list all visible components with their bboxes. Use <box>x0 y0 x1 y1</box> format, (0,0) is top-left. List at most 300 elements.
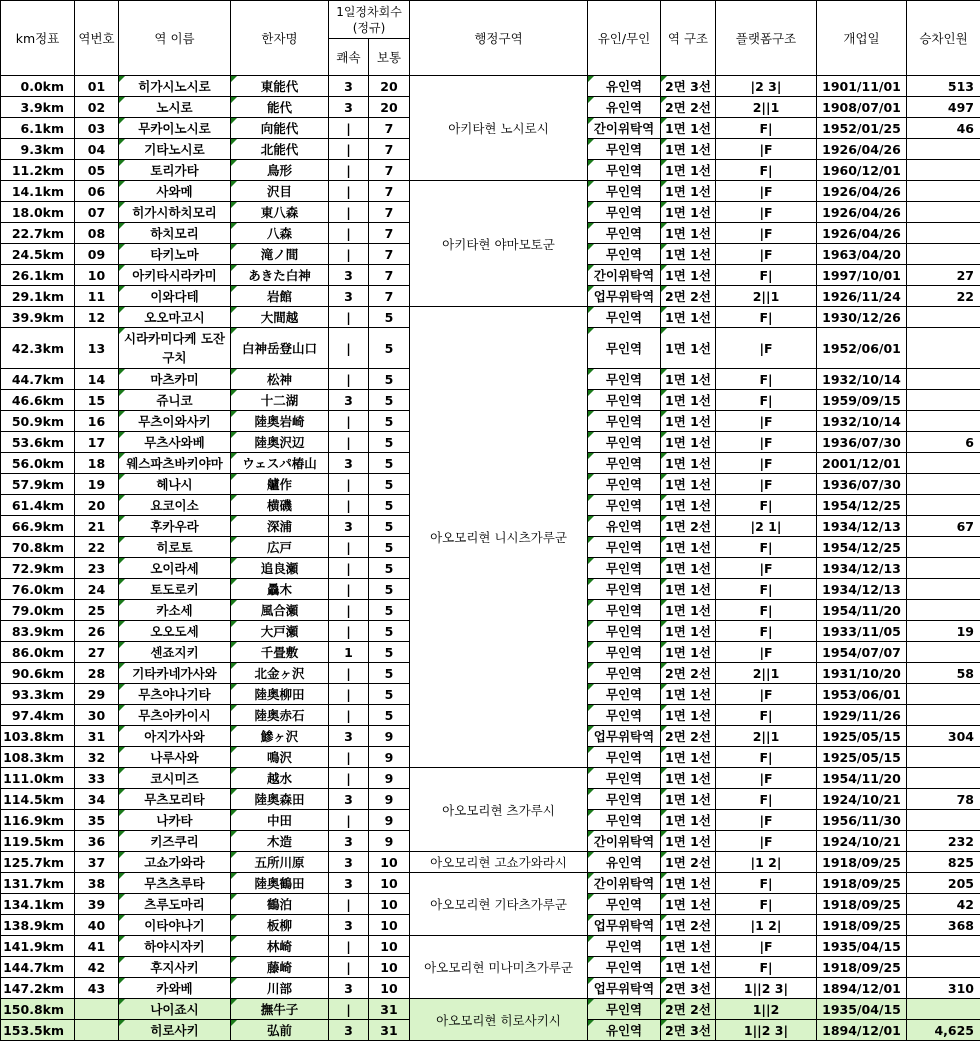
passengers-cell <box>907 139 980 160</box>
km-cell: 153.5km <box>1 1020 75 1041</box>
region-cell: 아키타현 노시로시 <box>410 76 588 181</box>
station-number-cell: 16 <box>75 411 119 432</box>
staffed-cell: 무인역 <box>588 223 661 244</box>
normal-stops-cell: 9 <box>369 831 410 852</box>
rapid-stops-cell: 3 <box>329 873 369 894</box>
station-number-cell: 31 <box>75 726 119 747</box>
staffed-cell: 무인역 <box>588 789 661 810</box>
station-number-cell: 35 <box>75 810 119 831</box>
kanji-name-cell: 松神 <box>231 369 329 390</box>
rapid-stops-cell: | <box>329 705 369 726</box>
normal-stops-cell: 9 <box>369 747 410 768</box>
station-name-cell: 카소세 <box>119 600 231 621</box>
structure-cell: 2면 2선 <box>661 999 716 1020</box>
opened-date-cell: 1935/04/15 <box>817 936 907 957</box>
structure-cell: 1면 2선 <box>661 915 716 936</box>
station-number-cell: 08 <box>75 223 119 244</box>
opened-date-cell: 1956/11/30 <box>817 810 907 831</box>
station-number-cell: 02 <box>75 97 119 118</box>
structure-cell: 1면 1선 <box>661 600 716 621</box>
staffed-cell: 무인역 <box>588 663 661 684</box>
passengers-cell <box>907 957 980 978</box>
header-passengers: 승차인원 <box>907 1 980 76</box>
station-name-cell: 무츠이와사키 <box>119 411 231 432</box>
station-number-cell: 14 <box>75 369 119 390</box>
structure-cell: 1면 1선 <box>661 432 716 453</box>
opened-date-cell: 1954/07/07 <box>817 642 907 663</box>
structure-cell: 1면 1선 <box>661 537 716 558</box>
normal-stops-cell: 5 <box>369 537 410 558</box>
staffed-cell: 유인역 <box>588 852 661 873</box>
rapid-stops-cell: | <box>329 369 369 390</box>
normal-stops-cell: 5 <box>369 474 410 495</box>
kanji-name-cell: 五所川原 <box>231 852 329 873</box>
table-row <box>1 181 980 202</box>
staffed-cell: 무인역 <box>588 244 661 265</box>
platform-cell: F| <box>716 873 817 894</box>
station-name-cell: 오오도세 <box>119 621 231 642</box>
opened-date-cell: 1918/09/25 <box>817 915 907 936</box>
opened-date-cell: 1936/07/30 <box>817 432 907 453</box>
normal-stops-cell: 5 <box>369 684 410 705</box>
opened-date-cell: 1926/04/26 <box>817 223 907 244</box>
region-cell: 아오모리현 고쇼가와라시 <box>410 852 588 873</box>
km-cell: 0.0km <box>1 76 75 97</box>
platform-cell: |2 1| <box>716 516 817 537</box>
region-cell: 아오모리현 츠가루시 <box>410 768 588 852</box>
rapid-stops-cell: 3 <box>329 453 369 474</box>
platform-cell: F| <box>716 495 817 516</box>
station-number-cell: 32 <box>75 747 119 768</box>
staffed-cell: 무인역 <box>588 747 661 768</box>
rapid-stops-cell: 3 <box>329 831 369 852</box>
staffed-cell: 무인역 <box>588 160 661 181</box>
staffed-cell: 무인역 <box>588 411 661 432</box>
station-number-cell: 06 <box>75 181 119 202</box>
station-number-cell: 29 <box>75 684 119 705</box>
passengers-cell <box>907 307 980 328</box>
station-name-cell: 하야시자키 <box>119 936 231 957</box>
passengers-cell <box>907 474 980 495</box>
structure-cell: 1면 1선 <box>661 495 716 516</box>
structure-cell: 2면 2선 <box>661 726 716 747</box>
station-number-cell: 30 <box>75 705 119 726</box>
opened-date-cell: 1959/09/15 <box>817 390 907 411</box>
table-row <box>1 936 980 957</box>
km-cell: 53.6km <box>1 432 75 453</box>
km-cell: 26.1km <box>1 265 75 286</box>
passengers-cell: 513 <box>907 76 980 97</box>
passengers-cell: 497 <box>907 97 980 118</box>
kanji-name-cell: 撫牛子 <box>231 999 329 1020</box>
station-number-cell: 04 <box>75 139 119 160</box>
rapid-stops-cell: 3 <box>329 915 369 936</box>
normal-stops-cell: 10 <box>369 894 410 915</box>
station-name-cell: 나이죠시 <box>119 999 231 1020</box>
normal-stops-cell: 5 <box>369 579 410 600</box>
passengers-cell <box>907 160 980 181</box>
station-name-cell: 무츠야나기타 <box>119 684 231 705</box>
kanji-name-cell: 追良瀬 <box>231 558 329 579</box>
opened-date-cell: 1908/07/01 <box>817 97 907 118</box>
passengers-cell <box>907 747 980 768</box>
station-number-cell <box>75 1020 119 1041</box>
rapid-stops-cell: 3 <box>329 852 369 873</box>
passengers-cell <box>907 936 980 957</box>
platform-cell: |F <box>716 684 817 705</box>
passengers-cell <box>907 202 980 223</box>
opened-date-cell: 1926/04/26 <box>817 202 907 223</box>
platform-cell: |F <box>716 223 817 244</box>
platform-cell: |F <box>716 936 817 957</box>
km-cell: 61.4km <box>1 495 75 516</box>
rapid-stops-cell: | <box>329 537 369 558</box>
structure-cell: 1면 1선 <box>661 684 716 705</box>
platform-cell: F| <box>716 369 817 390</box>
opened-date-cell: 1935/04/15 <box>817 999 907 1020</box>
structure-cell: 1면 1선 <box>661 957 716 978</box>
opened-date-cell: 1954/11/20 <box>817 768 907 789</box>
station-number-cell: 19 <box>75 474 119 495</box>
passengers-cell <box>907 537 980 558</box>
staffed-cell: 업무위탁역 <box>588 978 661 999</box>
kanji-name-cell: 大間越 <box>231 307 329 328</box>
staffed-cell: 무인역 <box>588 999 661 1020</box>
staffed-cell: 무인역 <box>588 684 661 705</box>
structure-cell: 2면 2선 <box>661 97 716 118</box>
passengers-cell: 304 <box>907 726 980 747</box>
opened-date-cell: 1926/11/24 <box>817 286 907 307</box>
platform-cell: |1 2| <box>716 915 817 936</box>
header-normal: 보통 <box>369 39 410 76</box>
structure-cell: 1면 2선 <box>661 852 716 873</box>
staffed-cell: 무인역 <box>588 495 661 516</box>
staffed-cell: 무인역 <box>588 181 661 202</box>
opened-date-cell: 1963/04/20 <box>817 244 907 265</box>
station-name-cell: 헤나시 <box>119 474 231 495</box>
opened-date-cell: 1934/12/13 <box>817 558 907 579</box>
structure-cell: 1면 1선 <box>661 328 716 369</box>
opened-date-cell: 1954/12/25 <box>817 495 907 516</box>
passengers-cell <box>907 223 980 244</box>
table-body <box>1 76 980 1041</box>
rapid-stops-cell: | <box>329 999 369 1020</box>
station-name-cell: 후카우라 <box>119 516 231 537</box>
staffed-cell: 무인역 <box>588 369 661 390</box>
station-name-cell: 코시미즈 <box>119 768 231 789</box>
platform-cell: 2||1 <box>716 663 817 684</box>
kanji-name-cell: 陸奥鶴田 <box>231 873 329 894</box>
normal-stops-cell: 7 <box>369 139 410 160</box>
platform-cell: F| <box>716 789 817 810</box>
staffed-cell: 무인역 <box>588 810 661 831</box>
platform-cell: |F <box>716 810 817 831</box>
platform-cell: 1||2 <box>716 999 817 1020</box>
kanji-name-cell: 板柳 <box>231 915 329 936</box>
kanji-name-cell: 八森 <box>231 223 329 244</box>
opened-date-cell: 1953/06/01 <box>817 684 907 705</box>
rapid-stops-cell: | <box>329 936 369 957</box>
normal-stops-cell: 5 <box>369 390 410 411</box>
structure-cell: 1면 1선 <box>661 789 716 810</box>
kanji-name-cell: 風合瀬 <box>231 600 329 621</box>
normal-stops-cell: 5 <box>369 453 410 474</box>
structure-cell: 1면 1선 <box>661 768 716 789</box>
platform-cell: |F <box>716 642 817 663</box>
platform-cell: |F <box>716 453 817 474</box>
normal-stops-cell: 7 <box>369 244 410 265</box>
structure-cell: 1면 1선 <box>661 894 716 915</box>
km-cell: 50.9km <box>1 411 75 432</box>
staffed-cell: 무인역 <box>588 558 661 579</box>
table-row <box>1 768 980 789</box>
station-name-cell: 히로사키 <box>119 1020 231 1041</box>
km-cell: 131.7km <box>1 873 75 894</box>
staffed-cell: 간이위탁역 <box>588 265 661 286</box>
station-name-cell: 후지사키 <box>119 957 231 978</box>
header-platform: 플랫폼구조 <box>716 1 817 76</box>
station-number-cell: 43 <box>75 978 119 999</box>
structure-cell: 1면 1선 <box>661 936 716 957</box>
normal-stops-cell: 7 <box>369 181 410 202</box>
staffed-cell: 무인역 <box>588 600 661 621</box>
staffed-cell: 간이위탁역 <box>588 873 661 894</box>
structure-cell: 1면 1선 <box>661 307 716 328</box>
station-number-cell: 28 <box>75 663 119 684</box>
platform-cell: |F <box>716 558 817 579</box>
staffed-cell: 무인역 <box>588 307 661 328</box>
opened-date-cell: 1952/01/25 <box>817 118 907 139</box>
staffed-cell: 무인역 <box>588 957 661 978</box>
normal-stops-cell: 5 <box>369 558 410 579</box>
station-name-cell: 마츠카미 <box>119 369 231 390</box>
rapid-stops-cell: | <box>329 118 369 139</box>
kanji-name-cell: 鳴沢 <box>231 747 329 768</box>
rapid-stops-cell: | <box>329 600 369 621</box>
station-name-cell: 아키타시라카미 <box>119 265 231 286</box>
staffed-cell: 업무위탁역 <box>588 286 661 307</box>
staffed-cell: 무인역 <box>588 642 661 663</box>
kanji-name-cell: 広戸 <box>231 537 329 558</box>
platform-cell: |F <box>716 432 817 453</box>
platform-cell: |F <box>716 768 817 789</box>
station-number-cell: 11 <box>75 286 119 307</box>
kanji-name-cell: 向能代 <box>231 118 329 139</box>
normal-stops-cell: 9 <box>369 810 410 831</box>
structure-cell: 1면 1선 <box>661 831 716 852</box>
station-name-cell: 이와다테 <box>119 286 231 307</box>
header-station-name: 역 이름 <box>119 1 231 76</box>
kanji-name-cell: 鳥形 <box>231 160 329 181</box>
station-name-cell: 무츠사와베 <box>119 432 231 453</box>
platform-cell: F| <box>716 160 817 181</box>
station-name-cell: 사와메 <box>119 181 231 202</box>
structure-cell: 1면 1선 <box>661 244 716 265</box>
opened-date-cell: 1931/10/20 <box>817 663 907 684</box>
km-cell: 3.9km <box>1 97 75 118</box>
rapid-stops-cell: | <box>329 810 369 831</box>
rapid-stops-cell: 3 <box>329 265 369 286</box>
platform-cell: F| <box>716 537 817 558</box>
passengers-cell: 825 <box>907 852 980 873</box>
kanji-name-cell: 藤崎 <box>231 957 329 978</box>
station-number-cell: 01 <box>75 76 119 97</box>
opened-date-cell: 2001/12/01 <box>817 453 907 474</box>
station-name-cell: 노시로 <box>119 97 231 118</box>
km-cell: 57.9km <box>1 474 75 495</box>
staffed-cell: 무인역 <box>588 474 661 495</box>
header-daily-stops: 1일정차회수 (정규) <box>329 1 410 39</box>
passengers-cell: 6 <box>907 432 980 453</box>
km-cell: 14.1km <box>1 181 75 202</box>
staffed-cell: 무인역 <box>588 621 661 642</box>
km-cell: 86.0km <box>1 642 75 663</box>
km-cell: 144.7km <box>1 957 75 978</box>
station-name-cell: 하치모리 <box>119 223 231 244</box>
opened-date-cell: 1934/12/13 <box>817 579 907 600</box>
station-name-cell: 츠루도마리 <box>119 894 231 915</box>
kanji-name-cell: 鰺ヶ沢 <box>231 726 329 747</box>
opened-date-cell: 1952/06/01 <box>817 328 907 369</box>
opened-date-cell: 1901/11/01 <box>817 76 907 97</box>
km-cell: 44.7km <box>1 369 75 390</box>
station-name-cell: 히가시하치모리 <box>119 202 231 223</box>
structure-cell: 1면 1선 <box>661 411 716 432</box>
rapid-stops-cell: 1 <box>329 642 369 663</box>
normal-stops-cell: 7 <box>369 286 410 307</box>
kanji-name-cell: 東八森 <box>231 202 329 223</box>
rapid-stops-cell: | <box>329 328 369 369</box>
station-number-cell: 39 <box>75 894 119 915</box>
km-cell: 72.9km <box>1 558 75 579</box>
rapid-stops-cell: 3 <box>329 76 369 97</box>
platform-cell: F| <box>716 621 817 642</box>
km-cell: 83.9km <box>1 621 75 642</box>
rapid-stops-cell: 3 <box>329 97 369 118</box>
kanji-name-cell: 北能代 <box>231 139 329 160</box>
normal-stops-cell: 10 <box>369 852 410 873</box>
staffed-cell: 무인역 <box>588 705 661 726</box>
station-name-cell: 웨스파츠바키야마 <box>119 453 231 474</box>
station-name-cell: 나카타 <box>119 810 231 831</box>
region-cell: 아오모리현 히로사키시 <box>410 999 588 1041</box>
km-cell: 79.0km <box>1 600 75 621</box>
opened-date-cell: 1954/12/25 <box>817 537 907 558</box>
structure-cell: 2면 3선 <box>661 978 716 999</box>
station-name-cell: 요코이소 <box>119 495 231 516</box>
structure-cell: 1면 1선 <box>661 873 716 894</box>
rapid-stops-cell: 3 <box>329 286 369 307</box>
km-cell: 66.9km <box>1 516 75 537</box>
staffed-cell: 업무위탁역 <box>588 726 661 747</box>
platform-cell: 2||1 <box>716 97 817 118</box>
rapid-stops-cell: | <box>329 747 369 768</box>
rapid-stops-cell: 3 <box>329 516 369 537</box>
structure-cell: 1면 1선 <box>661 621 716 642</box>
kanji-name-cell: 沢目 <box>231 181 329 202</box>
kanji-name-cell: 陸奥沢辺 <box>231 432 329 453</box>
table-row <box>1 999 980 1020</box>
passengers-cell <box>907 705 980 726</box>
structure-cell: 1면 1선 <box>661 118 716 139</box>
table-row <box>1 307 980 328</box>
normal-stops-cell: 10 <box>369 978 410 999</box>
rapid-stops-cell: | <box>329 181 369 202</box>
station-name-cell: 기타카네가사와 <box>119 663 231 684</box>
station-name-cell: 키즈쿠리 <box>119 831 231 852</box>
normal-stops-cell: 10 <box>369 957 410 978</box>
station-name-cell: 토도로키 <box>119 579 231 600</box>
station-number-cell: 18 <box>75 453 119 474</box>
station-name-cell: 무츠모리타 <box>119 789 231 810</box>
platform-cell: F| <box>716 579 817 600</box>
station-number-cell: 12 <box>75 307 119 328</box>
platform-cell: F| <box>716 705 817 726</box>
region-cell: 아오모리현 니시츠가루군 <box>410 307 588 768</box>
staffed-cell: 무인역 <box>588 537 661 558</box>
station-name-cell: 무카이노시로 <box>119 118 231 139</box>
kanji-name-cell: 林崎 <box>231 936 329 957</box>
opened-date-cell: 1894/12/01 <box>817 1020 907 1041</box>
region-cell: 아키타현 야마모토군 <box>410 181 588 307</box>
rapid-stops-cell: 3 <box>329 726 369 747</box>
km-cell: 24.5km <box>1 244 75 265</box>
station-number-cell: 25 <box>75 600 119 621</box>
station-number-cell <box>75 999 119 1020</box>
station-name-cell: 기타노시로 <box>119 139 231 160</box>
passengers-cell: 205 <box>907 873 980 894</box>
passengers-cell <box>907 642 980 663</box>
staffed-cell: 무인역 <box>588 768 661 789</box>
normal-stops-cell: 7 <box>369 118 410 139</box>
platform-cell: |F <box>716 202 817 223</box>
opened-date-cell: 1954/11/20 <box>817 600 907 621</box>
structure-cell: 1면 1선 <box>661 181 716 202</box>
station-number-cell: 24 <box>75 579 119 600</box>
station-number-cell: 03 <box>75 118 119 139</box>
passengers-cell <box>907 369 980 390</box>
platform-cell: 1||2 3| <box>716 1020 817 1041</box>
staffed-cell: 무인역 <box>588 894 661 915</box>
opened-date-cell: 1926/04/26 <box>817 139 907 160</box>
normal-stops-cell: 5 <box>369 621 410 642</box>
passengers-cell: 46 <box>907 118 980 139</box>
table-header <box>1 1 980 76</box>
km-cell: 11.2km <box>1 160 75 181</box>
structure-cell: 1면 1선 <box>661 474 716 495</box>
km-cell: 76.0km <box>1 579 75 600</box>
station-number-cell: 07 <box>75 202 119 223</box>
staffed-cell: 업무위탁역 <box>588 915 661 936</box>
rapid-stops-cell: | <box>329 768 369 789</box>
structure-cell: 1면 1선 <box>661 390 716 411</box>
passengers-cell <box>907 181 980 202</box>
header-kanji-name: 한자명 <box>231 1 329 76</box>
kanji-name-cell: 川部 <box>231 978 329 999</box>
rapid-stops-cell: 3 <box>329 789 369 810</box>
rapid-stops-cell: | <box>329 621 369 642</box>
structure-cell: 1면 1선 <box>661 705 716 726</box>
kanji-name-cell: 陸奥森田 <box>231 789 329 810</box>
opened-date-cell: 1932/10/14 <box>817 411 907 432</box>
header-station-number: 역번호 <box>75 1 119 76</box>
km-cell: 138.9km <box>1 915 75 936</box>
passengers-cell: 19 <box>907 621 980 642</box>
km-cell: 29.1km <box>1 286 75 307</box>
kanji-name-cell: 白神岳登山口 <box>231 328 329 369</box>
km-cell: 90.6km <box>1 663 75 684</box>
opened-date-cell: 1929/11/26 <box>817 705 907 726</box>
